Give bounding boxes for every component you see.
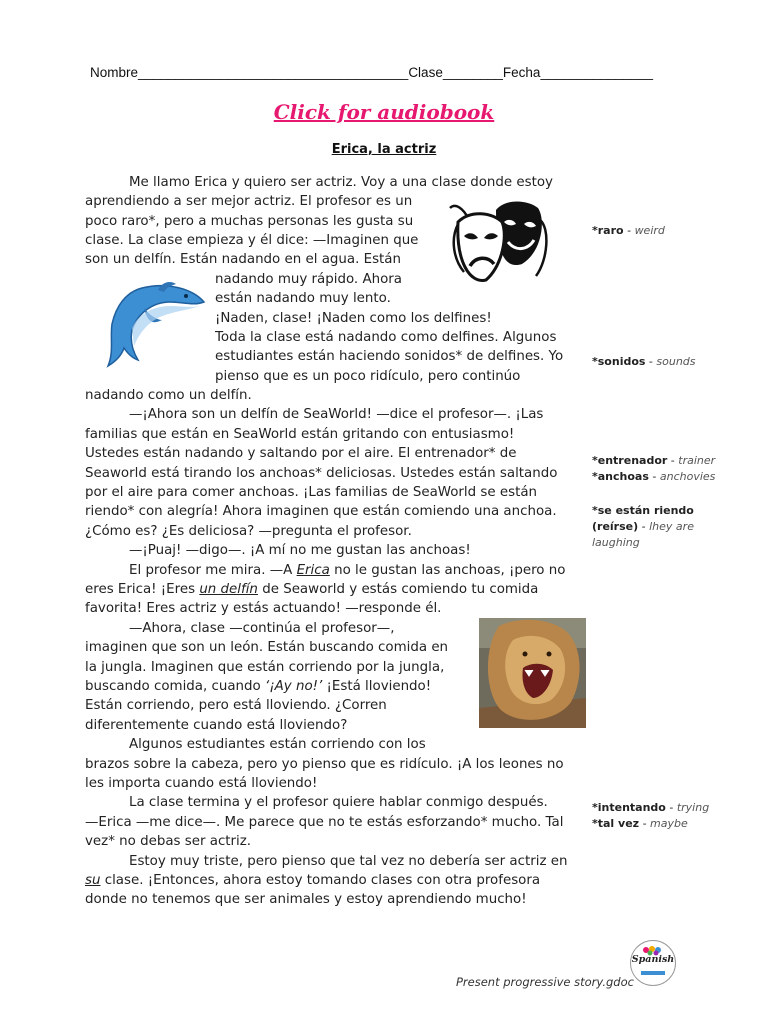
line-text: imaginen que son un león. Están buscando comida en — [85, 640, 449, 655]
theater-masks-icon — [446, 200, 550, 284]
story-line — [129, 541, 471, 560]
lion-image — [479, 618, 586, 728]
fecha-label: Fecha — [502, 65, 541, 80]
line-text: nadando como un delfín. — [85, 388, 252, 403]
line-text: les importa cuando está lloviendo! — [85, 776, 318, 791]
line-text: Me llamo Erica y quiero ser actriz. Voy a una clase donde estoy — [129, 175, 553, 190]
story-line — [85, 231, 418, 250]
line-text: la jungla. Imaginen que están corriendo por la jungla, — [85, 660, 445, 675]
story-line — [85, 386, 252, 405]
glossary-term: *tal vez — [592, 817, 640, 830]
underlined-text: Erica — [296, 563, 330, 578]
glossary-definition: sounds — [656, 355, 696, 368]
glossary-separator: - — [667, 454, 679, 467]
story-line — [85, 483, 537, 502]
glossary-entry — [592, 453, 715, 469]
line-text: Están corriendo, pero está lloviendo. ¿Corren — [85, 698, 387, 713]
glossary-definition: lhey are — [649, 520, 694, 533]
glossary-definition: weird — [634, 224, 665, 237]
glossary-separator: - — [638, 520, 650, 533]
story-line — [85, 638, 448, 657]
story-line — [85, 212, 413, 231]
story-line — [85, 522, 412, 541]
story-line — [85, 890, 527, 909]
story-line — [85, 677, 431, 696]
fecha-blank: _______________ — [540, 65, 654, 80]
line-text: diferentemente cuando está lloviendo? — [85, 718, 348, 733]
line-text: de Seaworld y estás comiendo tu comida — [257, 582, 539, 597]
glossary-entry — [592, 223, 665, 239]
glossary-term: (reírse) — [592, 520, 639, 533]
line-text: aprendiendo a ser mejor actriz. El profesor es un — [85, 194, 413, 209]
glossary-separator: - — [639, 817, 651, 830]
line-text: —Erica —me dice—. Me parece que no te estás esforzando* mucho. Tal — [85, 815, 564, 830]
story-line — [129, 173, 553, 192]
document-footer: Present progressive story.gdoc — [456, 975, 634, 989]
line-text: están nadando muy lento. — [215, 291, 391, 306]
line-text: donde no tenemos que ser animales y estoy aprendiendo mucho! — [85, 892, 527, 907]
story-line — [215, 367, 520, 386]
line-text: eres Erica! ¡Eres — [85, 582, 200, 597]
glossary-definition: anchovies — [659, 470, 716, 483]
story-line — [215, 289, 391, 308]
story-line — [85, 192, 412, 211]
story-line — [85, 502, 557, 521]
story-line — [85, 250, 401, 269]
glossary-term: *entrenador — [592, 454, 668, 467]
line-text: pienso que es un poco ridículo, pero continúo — [215, 369, 521, 384]
story-line — [85, 464, 557, 483]
glossary-definition: laughing — [592, 536, 640, 549]
story-line — [129, 793, 548, 812]
logo-text: Spanish — [631, 954, 675, 965]
line-text: Seaworld está tirando los anchoas* deliciosas. Ustedes están saltando — [85, 466, 558, 481]
glossary-definition: trainer — [678, 454, 716, 467]
line-text: —Ahora, clase —continúa el profesor—, — [129, 621, 395, 636]
story-line — [85, 813, 563, 832]
glossary-entry — [592, 800, 709, 816]
underlined-text: su — [85, 873, 101, 888]
story-title: Erica, la actriz — [331, 142, 437, 157]
story-line — [215, 309, 492, 328]
glossary-definition: trying — [676, 801, 710, 814]
line-text: clase. La clase empieza y él dice: —Imaginen que — [85, 233, 419, 248]
story-line — [85, 599, 441, 618]
line-text: El profesor me mira. —A — [129, 563, 297, 578]
spanish-logo — [630, 940, 676, 986]
story-line — [215, 328, 556, 347]
line-text: por el aire para comer anchoas. ¡Las familias de SeaWorld se están — [85, 485, 538, 500]
glossary-separator: - — [645, 355, 657, 368]
line-text: brazos sobre la cabeza, pero yo pienso que es ridículo. ¡A los leones no — [85, 757, 564, 772]
story-line — [215, 347, 563, 366]
story-line — [85, 580, 538, 599]
glossary-term: *anchoas — [592, 470, 649, 483]
story-line — [85, 696, 387, 715]
line-text: ¡Naden, clase! ¡Naden como los delfines! — [215, 311, 492, 326]
story-line — [85, 832, 251, 851]
audiobook-link[interactable]: Click for audiobook — [273, 100, 495, 124]
story-line — [129, 735, 426, 754]
clase-label: Clase — [408, 65, 443, 80]
nombre-blank: ____________________________________ — [138, 65, 409, 80]
glossary-term: *intentando — [592, 801, 666, 814]
glossary-term: *sonidos — [592, 355, 646, 368]
glossary-separator: - — [648, 470, 660, 483]
line-text: —¡Puaj! —digo—. ¡A mí no me gustan las anchoas! — [129, 543, 471, 558]
line-text: ¿Cómo es? ¿Es deliciosa? —pregunta el profesor. — [85, 524, 412, 539]
story-line — [85, 871, 540, 890]
story-line — [129, 561, 565, 580]
glossary-entry — [592, 503, 694, 551]
glossary-entry — [592, 354, 696, 370]
glossary-separator: - — [623, 224, 635, 237]
line-text: favorita! Eres actriz y estás actuando! —responde él. — [85, 601, 442, 616]
student-info-header — [90, 65, 653, 80]
line-text: Algunos estudiantes están corriendo con los — [129, 737, 426, 752]
line-text: estudiantes están haciendo sonidos* de delfines. Yo — [215, 349, 564, 364]
line-text: Estoy muy triste, pero pienso que tal vez no debería ser actriz en — [129, 854, 568, 869]
glossary-term: *raro — [592, 224, 624, 237]
line-text: riendo* con alegría! Ahora imaginen que están comiendo una anchoa. — [85, 504, 557, 519]
line-text: Toda la clase está nadando como delfines. Algunos — [215, 330, 557, 345]
underlined-text: un delfín — [199, 582, 258, 597]
story-line — [129, 852, 568, 871]
line-text: ¡Está lloviendo! — [322, 679, 432, 694]
line-text: La clase termina y el profesor quiere hablar conmigo después. — [129, 795, 548, 810]
story-line — [85, 716, 347, 735]
story-line — [85, 444, 516, 463]
line-text: son un delfín. Están nadando en el agua. Están — [85, 252, 401, 267]
clase-blank: ________ — [442, 65, 503, 80]
glossary-definition: maybe — [650, 817, 688, 830]
story-line — [129, 619, 394, 638]
nombre-label: Nombre — [90, 65, 139, 80]
story-line — [85, 755, 564, 774]
story-line — [129, 405, 543, 424]
line-text: buscando comida, cuando — [85, 679, 265, 694]
story-line — [85, 658, 444, 677]
line-text: vez* no debas ser actriz. — [85, 834, 252, 849]
story-line — [85, 774, 317, 793]
story-line — [85, 425, 514, 444]
glossary-entry — [592, 816, 688, 832]
line-text: clase. ¡Entonces, ahora estoy tomando clases con otra profesora — [100, 873, 541, 888]
line-text: familias que están en SeaWorld están gritando con entusiasmo! — [85, 427, 515, 442]
line-text: no le gustan las anchoas, ¡pero no — [329, 563, 566, 578]
italic-text: ‘¡Ay no!’ — [265, 679, 323, 694]
glossary-entry — [592, 469, 715, 485]
dolphin-image — [104, 280, 208, 370]
line-text: nadando muy rápido. Ahora — [215, 272, 402, 287]
line-text: —¡Ahora son un delfín de SeaWorld! —dice el profesor—. ¡Las — [129, 407, 544, 422]
glossary-term: *se están riendo — [592, 504, 694, 517]
glossary-separator: - — [665, 801, 677, 814]
line-text: poco raro*, pero a muchas personas les gusta su — [85, 214, 414, 229]
story-line — [215, 270, 402, 289]
line-text: Ustedes están nadando y saltando por el aire. El entrenador* de — [85, 446, 517, 461]
